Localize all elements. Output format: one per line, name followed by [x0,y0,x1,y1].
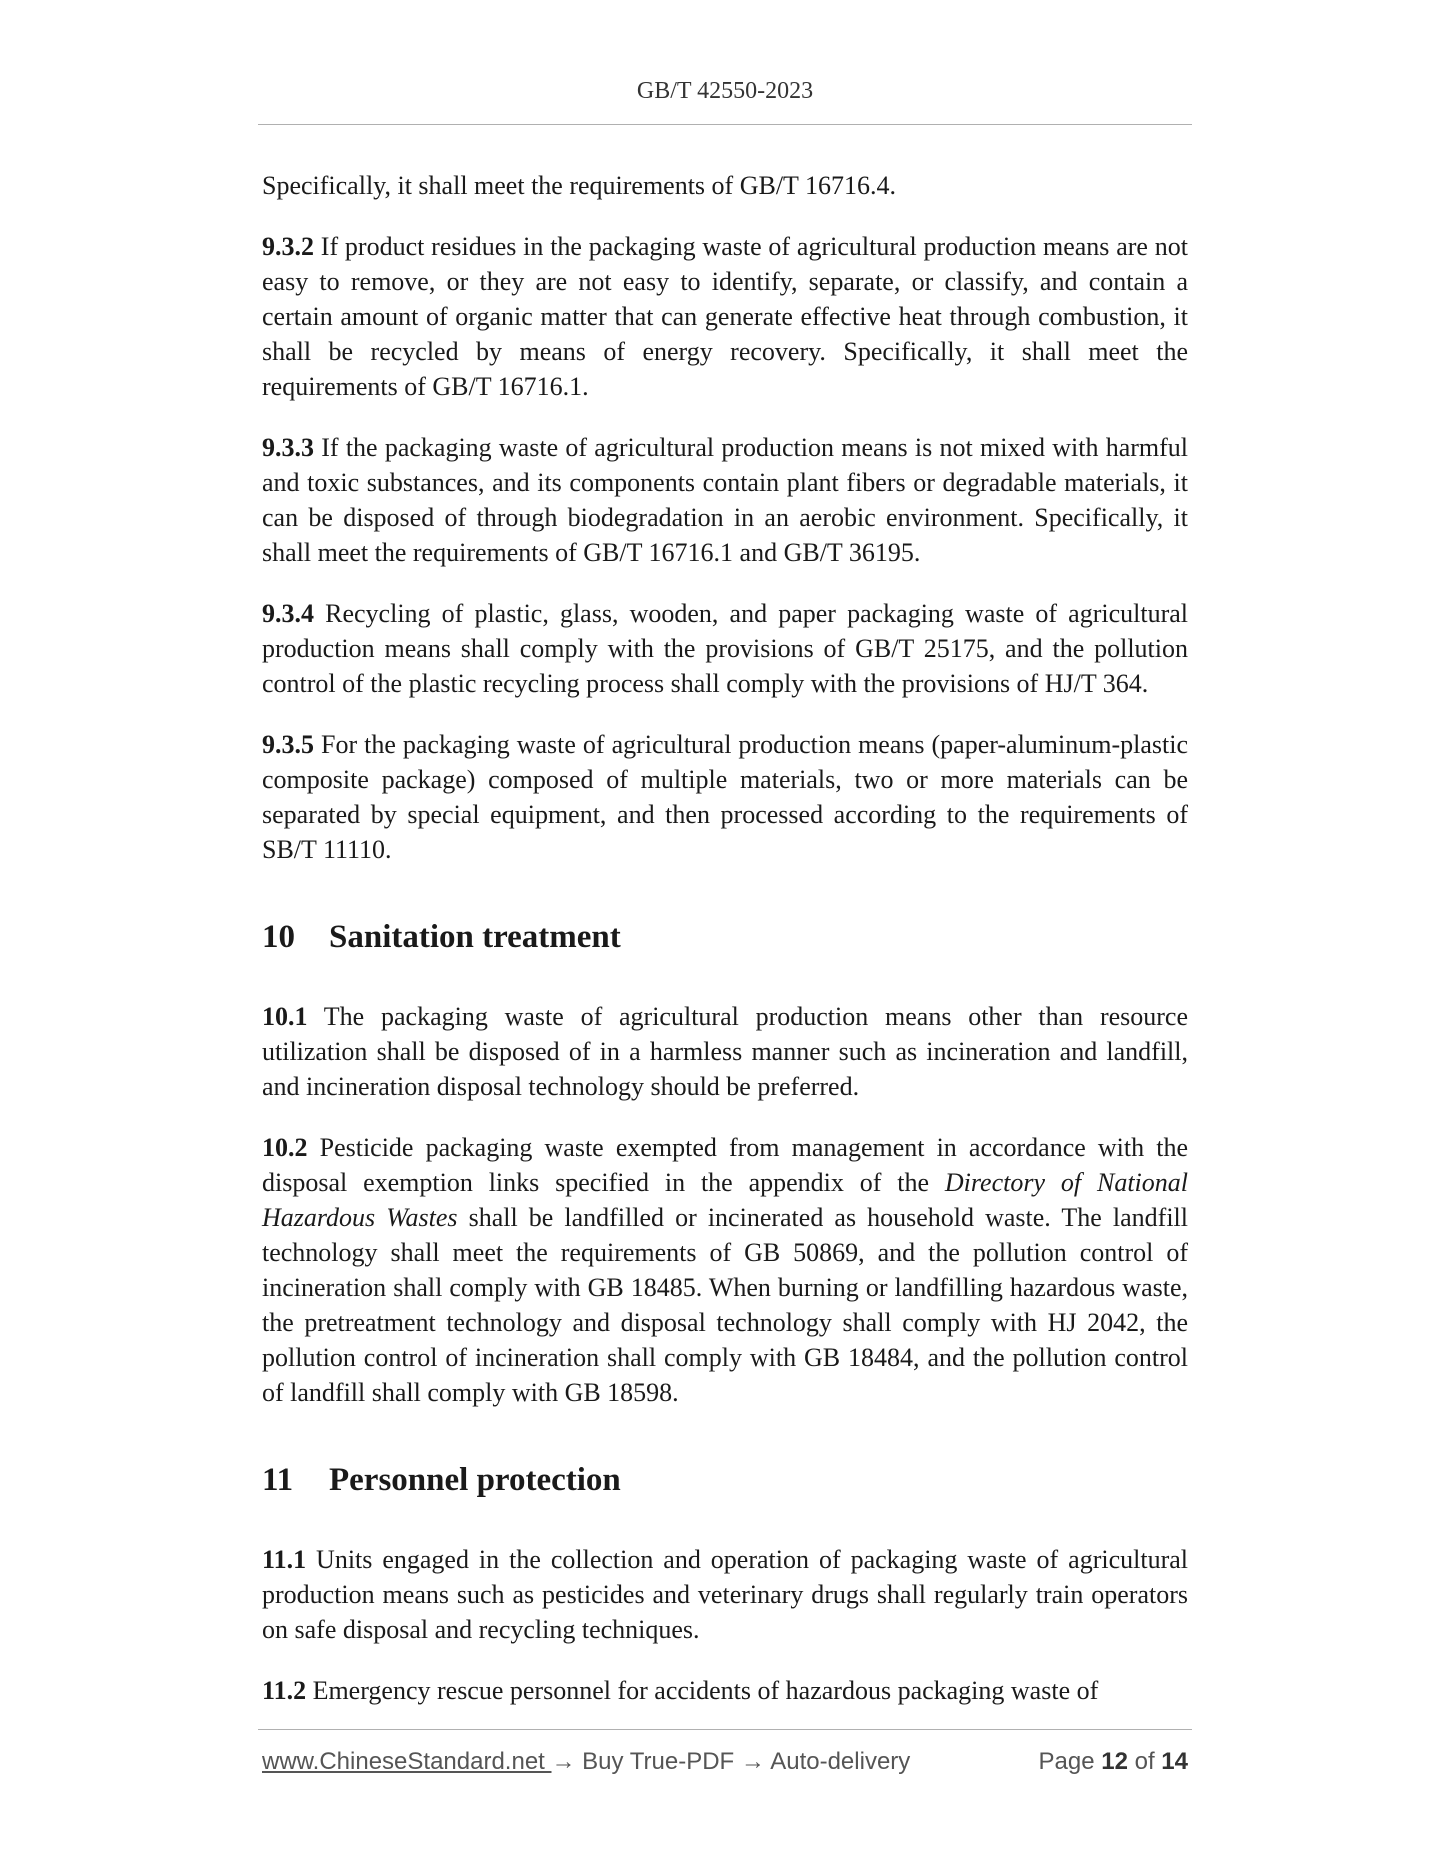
clause-number: 9.3.3 [262,433,314,462]
buy-pdf-text: Buy True-PDF [575,1748,741,1775]
clause-number: 11.2 [262,1676,307,1705]
clause-number: 11.1 [262,1545,307,1574]
clause-number: 9.3.5 [262,730,314,759]
clause-number: 9.3.4 [262,599,314,628]
clause-number: 10.1 [262,1002,308,1031]
arrow-right-icon: → [551,1748,576,1775]
section-number: 10 [262,919,295,955]
document-body [262,168,1188,1734]
page-number: 12 [1101,1748,1128,1775]
clause-text: If the packaging waste of agricultural production means is not mixed with harmful and toxic substances, and its components contain plant fibers or degradable materials, it can be disposed of through biodegradation in an aerobic environment. Specifically, it shall meet the requirements of GB/T 16716.1 and GB/T 36195. [262,433,1188,567]
footer-divider [258,1729,1192,1730]
clause-9-3-4 [262,596,1188,701]
paragraph-text: Specifically, it shall meet the requirements of GB/T 16716.4. [262,171,896,200]
page-counter [1039,1748,1189,1776]
clause-9-3-5 [262,727,1188,867]
clause-11-1 [262,1542,1188,1647]
page-total: 14 [1161,1748,1188,1775]
section-title: Sanitation treatment [329,919,621,955]
clause-text: For the packaging waste of agricultural production means (paper-aluminum-plastic composite package) composed of multiple materials, two or more materials can be separated by special equipment, and then processed according to the requirements of SB/T 11110. [262,730,1188,864]
arrow-right-icon: → [740,1748,765,1775]
clause-9-3-3 [262,430,1188,570]
page-footer [262,1748,1188,1776]
clause-text: Pesticide packaging waste exempted from management in accordance with the disposal exemption links specified in the appendix of the [262,1133,1188,1197]
clause-text: The packaging waste of agricultural production means other than resource utilization shall be disposed of in a harmless manner such as incineration and landfill, and incineration disposal technology should be preferred. [262,1002,1188,1101]
clause-number: 9.3.2 [262,232,314,261]
clause-text: Units engaged in the collection and operation of packaging waste of agricultural production means such as pesticides and veterinary drugs shall regularly train operators on safe disposal and recycling techniques. [262,1545,1188,1644]
header-divider [258,124,1192,125]
clause-text: If product residues in the packaging waste of agricultural production means are not easy to remove, or they are not easy to identify, separate, or classify, and contain a certain amount of organic matter that can generate effective heat through combustion, it shall be recycled by means of energy recovery. Specifically, it shall meet the requirements of GB/T 16716.1. [262,232,1188,401]
clause-9-3-2 [262,229,1188,404]
auto-delivery-text: Auto-delivery [764,1748,911,1775]
clause-10-1 [262,999,1188,1104]
section-title: Personnel protection [329,1462,621,1498]
page-label: Page [1038,1748,1095,1775]
directory-title: Directory of National Hazardous Wastes [262,1168,1188,1232]
clause-text: Recycling of plastic, glass, wooden, and paper packaging waste of agricultural production means shall comply with the provisions of GB/T 25175, and the pollution control of the plastic recycling process shall comply with the provisions of HJ/T 364. [262,599,1188,698]
clause-11-2 [262,1673,1188,1708]
clause-text: Emergency rescue personnel for accidents of hazardous packaging waste of [306,1676,1099,1705]
of-label: of [1134,1748,1155,1775]
paragraph-continuation [262,168,1188,203]
document-header: GB/T 42550-2023 [636,78,814,104]
section-heading-11 [262,1460,1188,1500]
clause-number: 10.2 [262,1133,308,1162]
clause-10-2 [262,1130,1188,1410]
clause-text: shall be landfilled or incinerated as household waste. The landfill technology shall meet the requirements of GB 50869, and the pollution control of incineration shall comply with GB 18485. When burning or landfilling hazardous waste, the pretreatment technology and disposal technology shall comply with HJ 2042, the pollution control of incineration shall comply with GB 18484, and the pollution control of landfill shall comply with GB 18598. [262,1203,1188,1407]
website-link[interactable]: www.ChineseStandard.net [262,1748,552,1775]
section-number: 11 [262,1462,294,1498]
section-heading-10 [262,917,1188,957]
